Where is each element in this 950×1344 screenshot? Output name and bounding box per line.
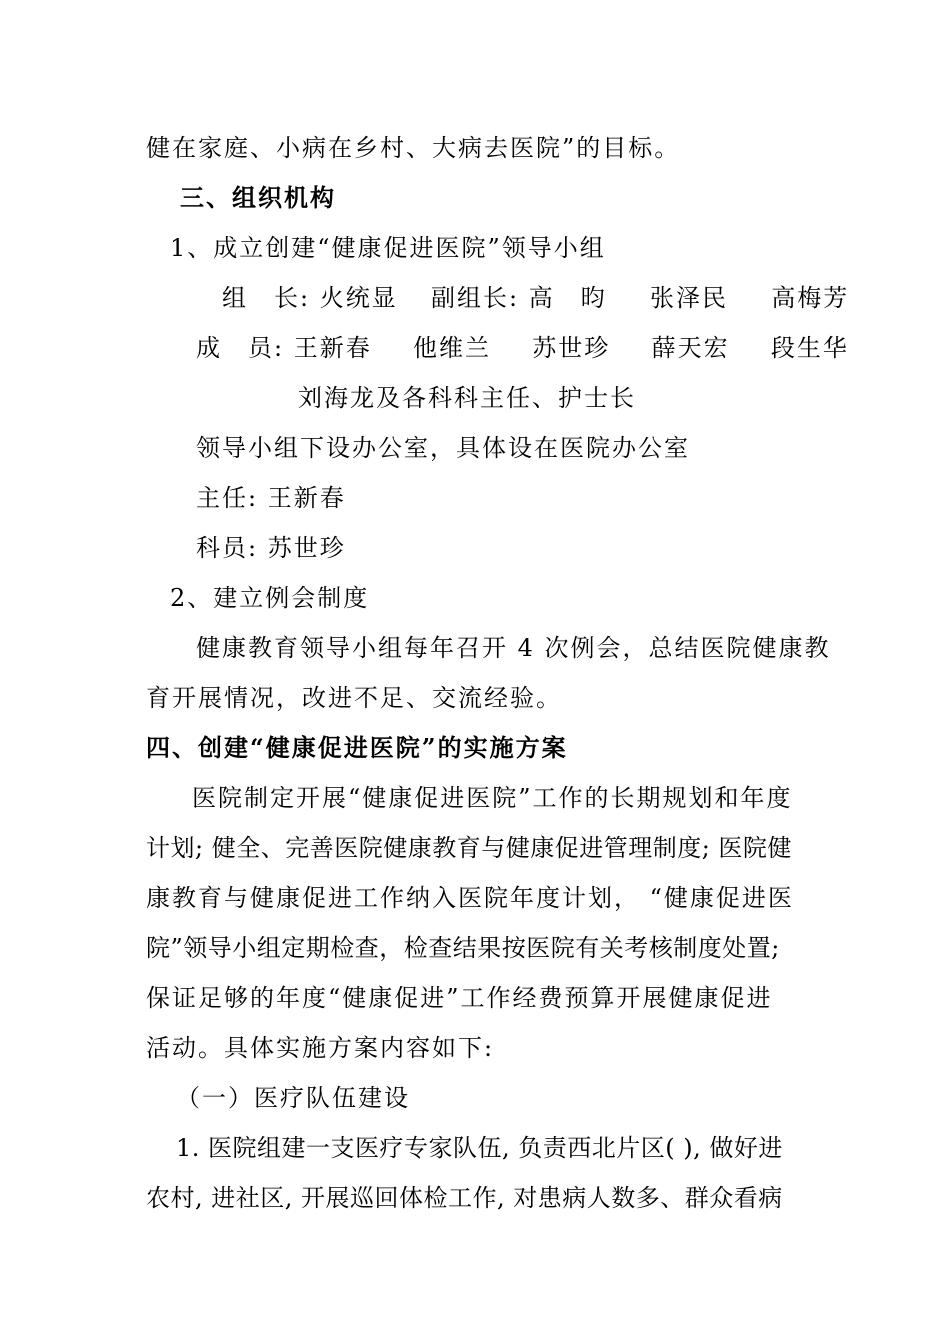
text-line: 健在家庭、小病在乡村、大病去医院”的目标。 [146,134,681,162]
subsection-2: 2、建立例会制度 [170,584,370,612]
leader-label: 组 长: [222,284,311,312]
vice-leader-3: 高梅芳 [771,284,850,312]
member-label: 成 员: [196,334,285,362]
paragraph-line: 健康教育领导小组每年召开 4 次例会，总结医院健康教 [196,634,831,662]
member-row [196,333,849,363]
vice-leader-2: 张泽民 [650,284,729,312]
member-4: 薛天宏 [651,334,730,362]
member-5: 段生华 [770,334,849,362]
subsection-1: 1、成立创建“健康促进医院”领导小组 [170,234,606,262]
paragraph-line: 1. 医院组建一支医疗专家队伍, 负责西北片区( ), 做好进 [176,1134,783,1162]
director-line: 主任: 王新春 [196,484,346,512]
paragraph-line: 保证足够的年度“健康促进”工作经费预算开展健康促进 [146,984,773,1012]
member-continuation: 刘海龙及各科科主任、护士长 [298,384,636,412]
paragraph-line: 农村, 进社区, 开展巡回体检工作, 对患病人数多、群众看病 [146,1184,783,1212]
section-heading-4: 四、创建“健康促进医院”的实施方案 [146,733,568,762]
paragraph-line: 医院制定开展“健康促进医院”工作的长期规划和年度 [192,784,793,812]
vice-leader-1: 高 昀 [528,284,607,312]
paragraph-line: 育开展情况，改进不足、交流经验。 [146,684,562,712]
staff-line: 科员: 苏世珍 [196,534,346,562]
member-2: 他维兰 [413,334,492,362]
leader-name: 火统显 [319,284,398,312]
office-line: 领导小组下设办公室，具体设在医院办公室 [196,434,690,462]
leader-row [222,283,849,313]
vice-leader-label: 副组长: [431,284,520,312]
paragraph-line: 活动。具体实施方案内容如下: [146,1034,495,1062]
paragraph-line: 康教育与健康促进工作纳入医院年度计划， “健康促进医 [146,884,794,912]
section-heading-3: 三、组织机构 [180,183,336,212]
paragraph-line: 计划; 健全、完善医院健康教育与健康促进管理制度; 医院健 [146,834,792,862]
member-3: 苏世珍 [532,334,611,362]
member-1: 王新春 [293,334,372,362]
paragraph-line: 院”领导小组定期检查，检查结果按医院有关考核制度处置; [146,934,780,962]
subsection-heading: （一）医疗队伍建设 [176,1084,410,1112]
